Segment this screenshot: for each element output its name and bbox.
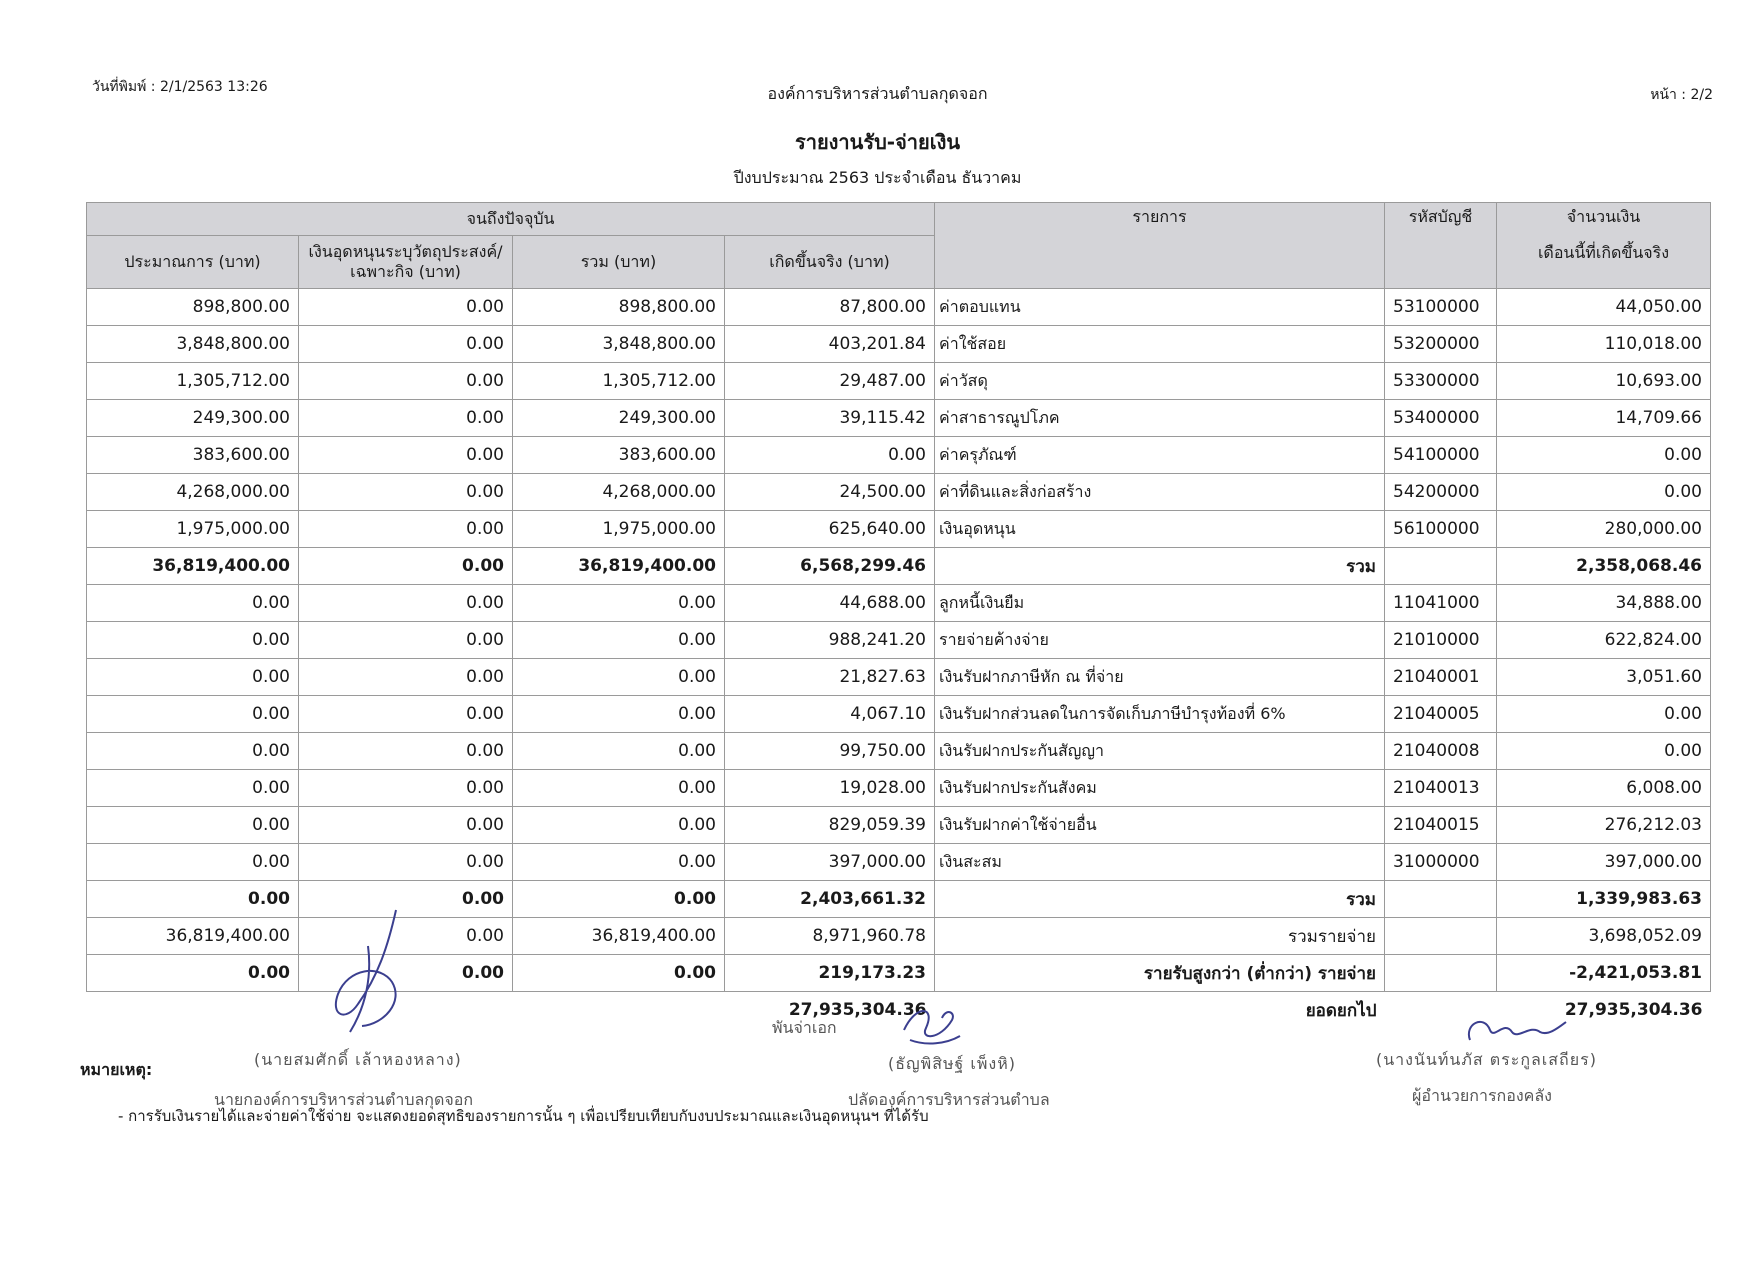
cell-subsidy: 0.00 [299, 585, 513, 622]
cell-month-amount: 3,698,052.09 [1497, 918, 1711, 955]
cell-actual: 219,173.23 [725, 955, 935, 992]
cell-subsidy: 0.00 [299, 770, 513, 807]
cell-actual: 403,201.84 [725, 326, 935, 363]
cell-item: ค่าวัสดุ [935, 363, 1385, 400]
report-subtitle: ปีงบประมาณ 2563 ประจำเดือน ธันวาคม [733, 168, 1022, 187]
cell-month-amount: 44,050.00 [1497, 289, 1711, 326]
cell-actual: 87,800.00 [725, 289, 935, 326]
header-amount-month: เดือนนี้ที่เกิดขึ้นจริง [1537, 243, 1670, 262]
signer-2-position: ปลัดองค์การบริหารส่วนตำบล [848, 1090, 1050, 1109]
cell-subsidy: 0.00 [299, 844, 513, 881]
cell-account-code: 21040008 [1385, 733, 1497, 770]
cell-subsidy: 0.00 [299, 918, 513, 955]
cell-item: เงินสะสม [935, 844, 1385, 881]
cell-item: รวมรายจ่าย [935, 918, 1385, 955]
cell-item: ค่าตอบแทน [935, 289, 1385, 326]
cell-account-code: 21010000 [1385, 622, 1497, 659]
cell-item: ลูกหนี้เงินยืม [935, 585, 1385, 622]
header-amount: จำนวนเงิน เดือนนี้ที่เกิดขึ้นจริง [1497, 203, 1711, 289]
cell-estimate: 0.00 [87, 733, 299, 770]
cell-actual: 39,115.42 [725, 400, 935, 437]
cell-actual: 24,500.00 [725, 474, 935, 511]
cell-estimate: 4,268,000.00 [87, 474, 299, 511]
organization-name: องค์การบริหารส่วนตำบลกุดจอก [767, 84, 988, 103]
cell-estimate: 0.00 [87, 585, 299, 622]
cell-estimate: 0.00 [87, 622, 299, 659]
cell-estimate: 249,300.00 [87, 400, 299, 437]
cell-total: 0.00 [513, 844, 725, 881]
cell-total: 0.00 [513, 770, 725, 807]
cell-month-amount: 6,008.00 [1497, 770, 1711, 807]
cell-item: เงินรับฝากค่าใช้จ่ายอื่น [935, 807, 1385, 844]
page-number: หน้า : 2/2 [1650, 87, 1713, 103]
table-row [87, 733, 1711, 770]
cell-subsidy: 0.00 [299, 622, 513, 659]
header-estimate: ประมาณการ (บาท) [87, 236, 299, 289]
cell-subsidy: 0.00 [299, 363, 513, 400]
table-row [87, 437, 1711, 474]
signer-3-position: ผู้อำนวยการกองคลัง [1412, 1086, 1552, 1105]
cell-month-amount: 3,051.60 [1497, 659, 1711, 696]
cell-item: เงินอุดหนุน [935, 511, 1385, 548]
cell-subsidy: 0.00 [299, 659, 513, 696]
cell-month-amount: 0.00 [1497, 696, 1711, 733]
cell-month-amount: 397,000.00 [1497, 844, 1711, 881]
cell-item: เงินรับฝากภาษีหัก ณ ที่จ่าย [935, 659, 1385, 696]
cell-actual: 829,059.39 [725, 807, 935, 844]
cell-total: 0.00 [513, 585, 725, 622]
cell-estimate: 0.00 [87, 881, 299, 918]
table-row [87, 659, 1711, 696]
cell-account-code: 54100000 [1385, 437, 1497, 474]
cell-total: 3,848,800.00 [513, 326, 725, 363]
cell-total: 1,975,000.00 [513, 511, 725, 548]
cell-estimate: 3,848,800.00 [87, 326, 299, 363]
cell-item: รวม [935, 548, 1385, 585]
cell-month-amount: 110,018.00 [1497, 326, 1711, 363]
signer-1-position: นายกองค์การบริหารส่วนตำบลกุดจอก [214, 1090, 474, 1109]
cell-subsidy: 0.00 [299, 696, 513, 733]
cell-item: เงินรับฝากประกันสังคม [935, 770, 1385, 807]
cell-item: รายรับสูงกว่า (ต่ำกว่า) รายจ่าย [935, 955, 1385, 992]
cell-account-code [1385, 955, 1497, 992]
cell-item: เงินรับฝากประกันสัญญา [935, 733, 1385, 770]
cell-total: 0.00 [513, 696, 725, 733]
cell-subsidy: 0.00 [299, 733, 513, 770]
cell-month-amount: 34,888.00 [1497, 585, 1711, 622]
cell-total: 0.00 [513, 881, 725, 918]
cell-estimate: 898,800.00 [87, 289, 299, 326]
cell-account-code: 56100000 [1385, 511, 1497, 548]
cell-empty [87, 992, 299, 1029]
cell-estimate: 0.00 [87, 807, 299, 844]
cell-account-code: 21040001 [1385, 659, 1497, 696]
cell-month-amount: 276,212.03 [1497, 807, 1711, 844]
cell-subsidy: 0.00 [299, 474, 513, 511]
cell-estimate: 36,819,400.00 [87, 918, 299, 955]
cell-item: ค่าใช้สอย [935, 326, 1385, 363]
cell-subsidy: 0.00 [299, 326, 513, 363]
cell-estimate: 1,975,000.00 [87, 511, 299, 548]
cell-actual: 44,688.00 [725, 585, 935, 622]
cell-total: 383,600.00 [513, 437, 725, 474]
cell-total: 0.00 [513, 955, 725, 992]
cell-item: เงินรับฝากส่วนลดในการจัดเก็บภาษีบำรุงท้องที่ 6% [935, 696, 1385, 733]
cell-actual: 6,568,299.46 [725, 548, 935, 585]
signature-scribble-3 [1460, 1010, 1570, 1050]
cell-actual: 0.00 [725, 437, 935, 474]
cell-total: 0.00 [513, 622, 725, 659]
cell-month-amount: 10,693.00 [1497, 363, 1711, 400]
signer-1-name: (นายสมศักดิ์ เล้าหองหลาง) [254, 1050, 462, 1069]
table-row [87, 289, 1711, 326]
table-row [87, 326, 1711, 363]
cell-month-amount: 14,709.66 [1497, 400, 1711, 437]
note-text: - การรับเงินรายได้และจ่ายค่าใช้จ่าย จะแสดงยอดสุทธิของรายการนั้น ๆ เพื่อเปรียบเทียบกับงบประมาณและเงินอุดหนุนฯ ที่ได้รับ [118, 1107, 929, 1125]
header-actual: เกิดขึ้นจริง (บาท) [725, 236, 935, 289]
table-row [87, 511, 1711, 548]
cell-estimate: 0.00 [87, 955, 299, 992]
cell-empty [513, 992, 725, 1029]
cell-account-code [1385, 918, 1497, 955]
cell-actual: 8,971,960.78 [725, 918, 935, 955]
table-row [87, 474, 1711, 511]
cell-item: ค่าที่ดินและสิ่งก่อสร้าง [935, 474, 1385, 511]
cell-actual: 988,241.20 [725, 622, 935, 659]
cell-carry-actual: 27,935,304.36 [725, 992, 935, 1029]
cell-month-amount: 280,000.00 [1497, 511, 1711, 548]
cell-actual: 19,028.00 [725, 770, 935, 807]
note-label: หมายเหตุ: [80, 1060, 153, 1079]
signer-3-name: (นางนันท์นภัส ตระกูลเสถียร) [1376, 1050, 1597, 1069]
cell-month-amount: 622,824.00 [1497, 622, 1711, 659]
cell-actual: 4,067.10 [725, 696, 935, 733]
cell-account-code: 21040015 [1385, 807, 1497, 844]
cell-account-code: 31000000 [1385, 844, 1497, 881]
cell-account-code: 21040005 [1385, 696, 1497, 733]
cell-month-amount: 2,358,068.46 [1497, 548, 1711, 585]
cell-total: 249,300.00 [513, 400, 725, 437]
table-row [87, 585, 1711, 622]
cell-actual: 99,750.00 [725, 733, 935, 770]
cell-total: 0.00 [513, 733, 725, 770]
table-row [87, 400, 1711, 437]
cell-actual: 29,487.00 [725, 363, 935, 400]
cell-month-amount: 0.00 [1497, 733, 1711, 770]
signer-2-name: (ธัญพิสิษฐ์ เพ็งหิ) [888, 1054, 1017, 1073]
cell-subsidy: 0.00 [299, 437, 513, 474]
cell-total: 0.00 [513, 659, 725, 696]
table-row [87, 844, 1711, 881]
cell-total: 36,819,400.00 [513, 918, 725, 955]
cell-item: ค่าสาธารณูปโภค [935, 400, 1385, 437]
cell-account-code [1385, 881, 1497, 918]
table-row [87, 363, 1711, 400]
header-item: รายการ [935, 203, 1385, 289]
table-row [87, 622, 1711, 659]
cell-estimate: 0.00 [87, 770, 299, 807]
cell-subsidy: 0.00 [299, 955, 513, 992]
cell-actual: 625,640.00 [725, 511, 935, 548]
cell-total: 0.00 [513, 807, 725, 844]
cell-account-code [1385, 548, 1497, 585]
cell-subsidy: 0.00 [299, 400, 513, 437]
cell-total: 36,819,400.00 [513, 548, 725, 585]
cell-estimate: 1,305,712.00 [87, 363, 299, 400]
cell-month-amount: -2,421,053.81 [1497, 955, 1711, 992]
header-total: รวม (บาท) [513, 236, 725, 289]
cell-account-code: 11041000 [1385, 585, 1497, 622]
report-title: รายงานรับ-จ่ายเงิน [794, 130, 961, 154]
cell-estimate: 383,600.00 [87, 437, 299, 474]
cell-total: 1,305,712.00 [513, 363, 725, 400]
cell-subsidy: 0.00 [299, 881, 513, 918]
cell-actual: 21,827.63 [725, 659, 935, 696]
cell-subsidy: 0.00 [299, 807, 513, 844]
cell-subsidy: 0.00 [299, 511, 513, 548]
cell-estimate: 0.00 [87, 659, 299, 696]
header-account-code: รหัสบัญชี [1385, 203, 1497, 289]
cell-account-code: 53200000 [1385, 326, 1497, 363]
cell-actual: 397,000.00 [725, 844, 935, 881]
cell-account-code: 21040013 [1385, 770, 1497, 807]
cell-month-amount: 0.00 [1497, 474, 1711, 511]
cell-month-amount: 0.00 [1497, 437, 1711, 474]
cell-carry-label: ยอดยกไป [935, 992, 1385, 1029]
cell-estimate: 36,819,400.00 [87, 548, 299, 585]
cell-estimate: 0.00 [87, 844, 299, 881]
signature-scribble-2 [896, 1000, 966, 1050]
cell-actual: 2,403,661.32 [725, 881, 935, 918]
table-total-row [87, 548, 1711, 585]
signer-rank: พันจ่าเอก [772, 1018, 837, 1037]
print-date: วันที่พิมพ์ : 2/1/2563 13:26 [92, 79, 268, 95]
cell-account-code: 54200000 [1385, 474, 1497, 511]
cell-account-code: 53100000 [1385, 289, 1497, 326]
receipts-expenditure-table [86, 202, 1711, 1028]
table-row [87, 696, 1711, 733]
cell-estimate: 0.00 [87, 696, 299, 733]
cell-subsidy: 0.00 [299, 289, 513, 326]
cell-subsidy: 0.00 [299, 548, 513, 585]
signature-scribble-1 [318, 906, 438, 1036]
cell-item: ค่าครุภัณฑ์ [935, 437, 1385, 474]
group-header: จนถึงปัจจุบัน [87, 203, 935, 236]
table-row [87, 807, 1711, 844]
cell-month-amount: 1,339,983.63 [1497, 881, 1711, 918]
cell-account-code: 53300000 [1385, 363, 1497, 400]
cell-item: รายจ่ายค้างจ่าย [935, 622, 1385, 659]
header-subsidy: เงินอุดหนุนระบุวัตถุประสงค์/เฉพาะกิจ (บาท) [299, 236, 513, 289]
cell-account-code: 53400000 [1385, 400, 1497, 437]
table-row [87, 770, 1711, 807]
cell-total: 4,268,000.00 [513, 474, 725, 511]
cell-carry-month: 27,935,304.36 [1497, 992, 1711, 1029]
cell-item: รวม [935, 881, 1385, 918]
cell-total: 898,800.00 [513, 289, 725, 326]
